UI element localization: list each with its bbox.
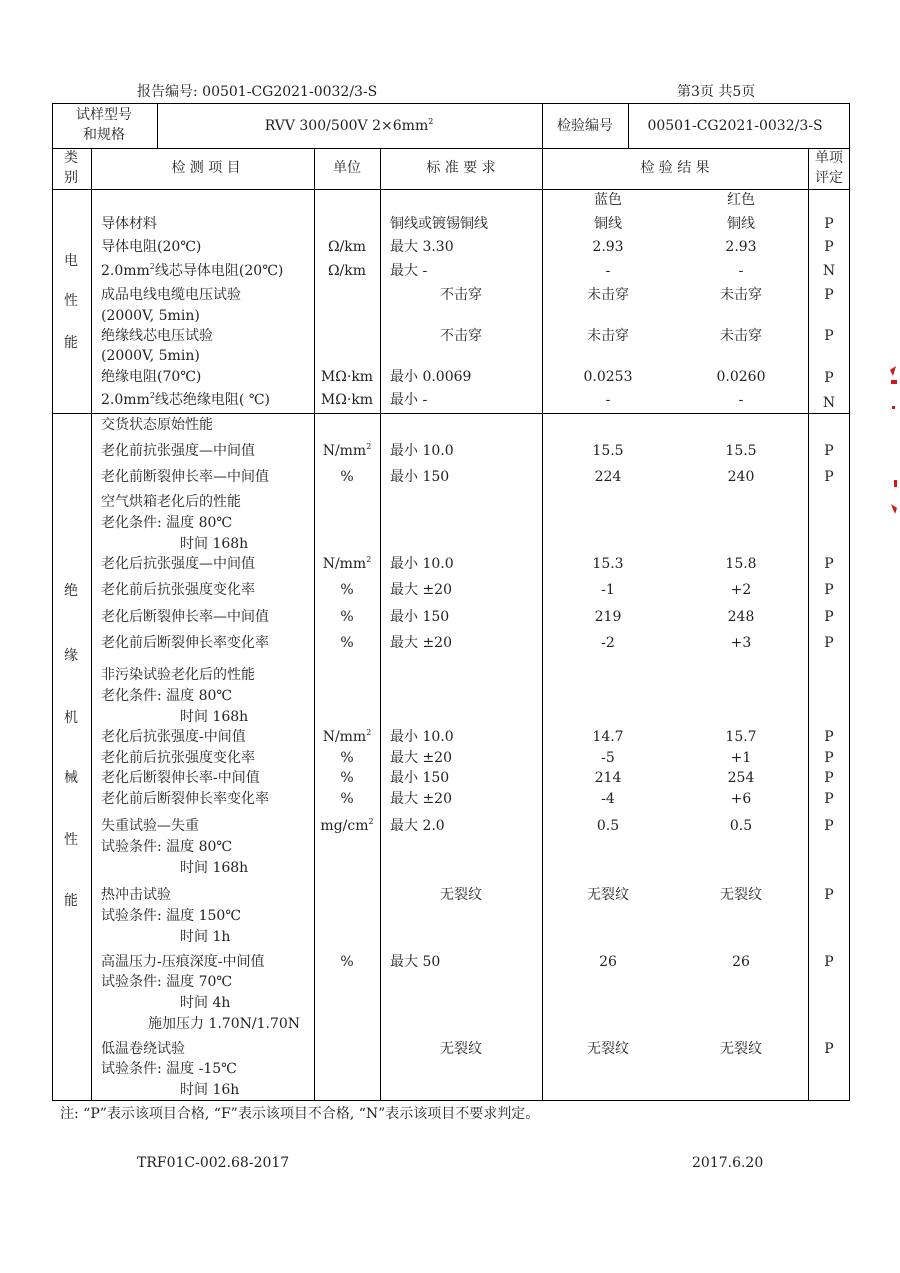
- standard: 最大 ±20: [390, 582, 452, 598]
- verdict: P: [824, 818, 834, 834]
- inspection-no-label: 检验编号: [557, 118, 613, 134]
- verdict: P: [824, 370, 834, 386]
- rule: [52, 413, 850, 414]
- standard: 最小 150: [390, 609, 450, 625]
- standard: 最小 10.0: [390, 556, 454, 572]
- standard: 最大 ±20: [390, 635, 452, 651]
- form-date: 2017.6.20: [692, 1155, 764, 1171]
- result-blue: 0.5: [596, 818, 620, 834]
- item-sub: 时间 1h: [180, 929, 231, 945]
- page-number: 第3页 共5页: [677, 84, 756, 100]
- unit: $N/mm^2$: [322, 442, 372, 459]
- rule: [542, 103, 543, 148]
- item-heading: 非污染试验老化后的性能: [101, 667, 255, 683]
- standard: 最小 -: [390, 392, 428, 408]
- item: 绝缘电阻(70℃): [101, 369, 202, 385]
- result-red: 240: [727, 469, 755, 485]
- result-red: 无裂纹: [720, 1041, 762, 1057]
- col-category-2: 别: [64, 170, 78, 186]
- item: 老化前后抗张强度变化率: [101, 582, 255, 598]
- category-char: 性: [64, 832, 78, 848]
- verdict: P: [824, 635, 834, 651]
- result-red: 铜线: [727, 216, 755, 232]
- verdict: P: [824, 770, 834, 786]
- rule: [380, 148, 381, 1101]
- verdict: P: [824, 954, 834, 970]
- item-sub: 老化条件: 温度 80℃: [101, 688, 233, 704]
- result-blue: 214: [594, 770, 622, 786]
- item-sub: 时间 168h: [180, 860, 249, 876]
- result-blue: 15.3: [592, 556, 624, 572]
- unit: %: [340, 609, 354, 625]
- item-sub: (2000V, 5min): [101, 348, 200, 364]
- result-blue: 14.7: [592, 729, 624, 745]
- result-blue: 未击穿: [587, 287, 629, 303]
- item: 老化前后断裂伸长率变化率: [101, 791, 269, 807]
- verdict: P: [824, 729, 834, 745]
- item: 低温卷绕试验: [101, 1041, 185, 1057]
- result-red: +1: [730, 750, 752, 766]
- verdict: P: [824, 328, 834, 344]
- col-unit: 单位: [333, 160, 361, 176]
- result-blue: 未击穿: [587, 328, 629, 344]
- category-char: 电: [64, 253, 78, 269]
- model-label-2: 和规格: [83, 127, 125, 143]
- category-char: 械: [64, 770, 78, 786]
- result-blue: -4: [601, 791, 615, 807]
- item-heading: 空气烘箱老化后的性能: [101, 494, 241, 510]
- standard: 最小 10.0: [390, 443, 454, 459]
- standard: 最小 150: [390, 770, 450, 786]
- rule: [52, 189, 850, 190]
- result-red: 26: [732, 954, 750, 970]
- result-red: 2.93: [725, 239, 757, 255]
- item-sub: 老化条件: 温度 80℃: [101, 515, 233, 531]
- verdict: P: [824, 443, 834, 459]
- item-sub: 时间 168h: [180, 709, 249, 725]
- col-standard: 标 准 要 求: [426, 160, 496, 176]
- standard: 不击穿: [440, 328, 482, 344]
- verdict: P: [824, 1041, 834, 1057]
- verdict: P: [824, 582, 834, 598]
- result-red: 0.5: [729, 818, 753, 834]
- result-blue: 219: [594, 609, 622, 625]
- unit: %: [340, 791, 354, 807]
- item: 老化后抗张强度-中间值: [101, 729, 246, 745]
- category-char: 机: [64, 710, 78, 726]
- verdict: P: [824, 750, 834, 766]
- col-verdict-2: 评定: [815, 170, 843, 186]
- result-red: 254: [727, 770, 755, 786]
- item: 高温压力-压痕深度-中间值: [101, 954, 265, 970]
- item-sub: 时间 168h: [180, 536, 249, 552]
- inspection-no: 00501-CG2021-0032/3-S: [647, 118, 823, 134]
- result-red: 无裂纹: [720, 887, 762, 903]
- standard: 最大 -: [390, 263, 428, 279]
- col-item: 检 测 项 目: [171, 160, 241, 176]
- unit: %: [340, 635, 354, 651]
- standard: 最大 ±20: [390, 750, 452, 766]
- verdict: P: [824, 287, 834, 303]
- category-char: 绝: [64, 583, 78, 599]
- item-sub: 试验条件: 温度 -15℃: [101, 1061, 237, 1077]
- item: 热冲击试验: [101, 887, 171, 903]
- result-red: -: [738, 263, 744, 279]
- result-blue: 15.5: [592, 443, 624, 459]
- result-red: 15.8: [725, 556, 757, 572]
- verdict: P: [824, 791, 834, 807]
- unit: $mg/cm^2$: [320, 817, 374, 834]
- category-char: 缘: [64, 648, 78, 664]
- report-number: 报告编号: 00501-CG2021-0032/3-S: [137, 84, 378, 100]
- result-blue: -5: [601, 750, 615, 766]
- standard: 最大 3.30: [390, 239, 454, 255]
- category-char: 性: [64, 293, 78, 309]
- category-char: 能: [64, 893, 78, 909]
- result-red: +6: [730, 791, 752, 807]
- standard: 最小 0.0069: [390, 369, 472, 385]
- result-red: +3: [730, 635, 752, 651]
- unit: $N/mm^2$: [322, 555, 372, 572]
- verdict: P: [824, 216, 834, 232]
- model-label-1: 试样型号: [76, 107, 132, 123]
- item: 成品电线电缆电压试验: [101, 287, 241, 303]
- rule: [157, 103, 158, 148]
- unit: Ω/km: [327, 239, 367, 255]
- verdict: P: [824, 887, 834, 903]
- rule: [542, 148, 543, 1101]
- result-blue: -: [605, 263, 611, 279]
- unit: %: [340, 582, 354, 598]
- unit: Ω/km: [327, 263, 367, 279]
- standard: 最小 10.0: [390, 729, 454, 745]
- standard: 最大 ±20: [390, 791, 452, 807]
- result-red: +2: [730, 582, 752, 598]
- result-red: 15.7: [725, 729, 757, 745]
- item: 老化前断裂伸长率—中间值: [101, 469, 269, 485]
- col-verdict-1: 单项: [815, 150, 843, 166]
- verdict: P: [824, 239, 834, 255]
- rule: [91, 148, 92, 1101]
- item: 绝缘线芯电压试验: [101, 328, 213, 344]
- verdict: N: [822, 395, 836, 411]
- result-blue: 2.93: [592, 239, 624, 255]
- col-category-1: 类: [64, 150, 78, 166]
- result-blue: 0.0253: [583, 369, 633, 385]
- item-sub: 施加压力 1.70N/1.70N: [148, 1016, 301, 1032]
- item-heading: 交货状态原始性能: [101, 417, 213, 433]
- rule: [52, 148, 850, 149]
- standard: 铜线或镀锡铜线: [390, 216, 488, 232]
- item: $2.0mm^2$线芯导体电阻(20℃): [101, 262, 284, 279]
- item-sub: 试验条件: 温度 70℃: [101, 974, 233, 990]
- standard: 不击穿: [440, 287, 482, 303]
- col-result: 检 验 结 果: [640, 160, 710, 176]
- standard: 无裂纹: [440, 887, 482, 903]
- verdict: N: [822, 263, 836, 279]
- result-red: -: [738, 392, 744, 408]
- verdict: P: [824, 556, 834, 572]
- result-red: 0.0260: [716, 369, 766, 385]
- unit: %: [340, 954, 354, 970]
- model-value: RVV 300/500V $2\times 6mm^2$: [264, 117, 434, 134]
- item-sub: 试验条件: 温度 150℃: [101, 908, 241, 924]
- unit: %: [340, 770, 354, 786]
- form-code: TRF01C-002.68-2017: [137, 1155, 290, 1171]
- verdict: P: [824, 469, 834, 485]
- item: 导体电阻(20℃): [101, 239, 202, 255]
- item-sub: 时间 16h: [180, 1082, 240, 1098]
- item: 老化前后断裂伸长率变化率: [101, 635, 269, 651]
- item-sub: 试验条件: 温度 80℃: [101, 839, 233, 855]
- result-red: 15.5: [725, 443, 757, 459]
- item-sub: 时间 4h: [180, 995, 231, 1011]
- unit: %: [340, 750, 354, 766]
- result-red: 未击穿: [720, 287, 762, 303]
- result-red: 248: [727, 609, 755, 625]
- standard: 最大 50: [390, 954, 441, 970]
- standard: 最大 2.0: [390, 818, 445, 834]
- result-blue: -1: [601, 582, 615, 598]
- item: $2.0mm^2$线芯绝缘电阻( ℃): [101, 391, 270, 408]
- result-red-header: 红色: [727, 192, 755, 208]
- stamp-fragment-icon: [886, 362, 900, 522]
- result-blue: 无裂纹: [587, 1041, 629, 1057]
- verdict: P: [824, 609, 834, 625]
- legend-note: 注: “P”表示该项目合格, “F”表示该项目不合格, “N”表示该项目不要求判定。: [60, 1106, 540, 1122]
- standard: 无裂纹: [440, 1041, 482, 1057]
- result-blue: -2: [601, 635, 615, 651]
- item: 老化后抗张强度—中间值: [101, 556, 255, 572]
- category-char: 能: [64, 335, 78, 351]
- result-blue: 无裂纹: [587, 887, 629, 903]
- result-blue: 224: [594, 469, 622, 485]
- result-blue: 铜线: [594, 216, 622, 232]
- item: 老化后断裂伸长率-中间值: [101, 770, 260, 786]
- unit: MΩ·km: [320, 369, 374, 385]
- item-sub: (2000V, 5min): [101, 308, 200, 324]
- rule: [628, 103, 629, 148]
- item: 老化后断裂伸长率—中间值: [101, 609, 269, 625]
- item: 老化前抗张强度—中间值: [101, 443, 255, 459]
- rule: [314, 148, 315, 1101]
- item: 导体材料: [101, 216, 157, 232]
- item: 老化前后抗张强度变化率: [101, 750, 255, 766]
- result-blue: -: [605, 392, 611, 408]
- result-red: 未击穿: [720, 328, 762, 344]
- rule: [808, 148, 809, 1101]
- item: 失重试验—失重: [101, 818, 199, 834]
- unit: %: [340, 469, 354, 485]
- result-blue-header: 蓝色: [594, 192, 622, 208]
- unit: MΩ·km: [320, 392, 374, 408]
- unit: $N/mm^2$: [322, 728, 372, 745]
- standard: 最小 150: [390, 469, 450, 485]
- result-blue: 26: [599, 954, 617, 970]
